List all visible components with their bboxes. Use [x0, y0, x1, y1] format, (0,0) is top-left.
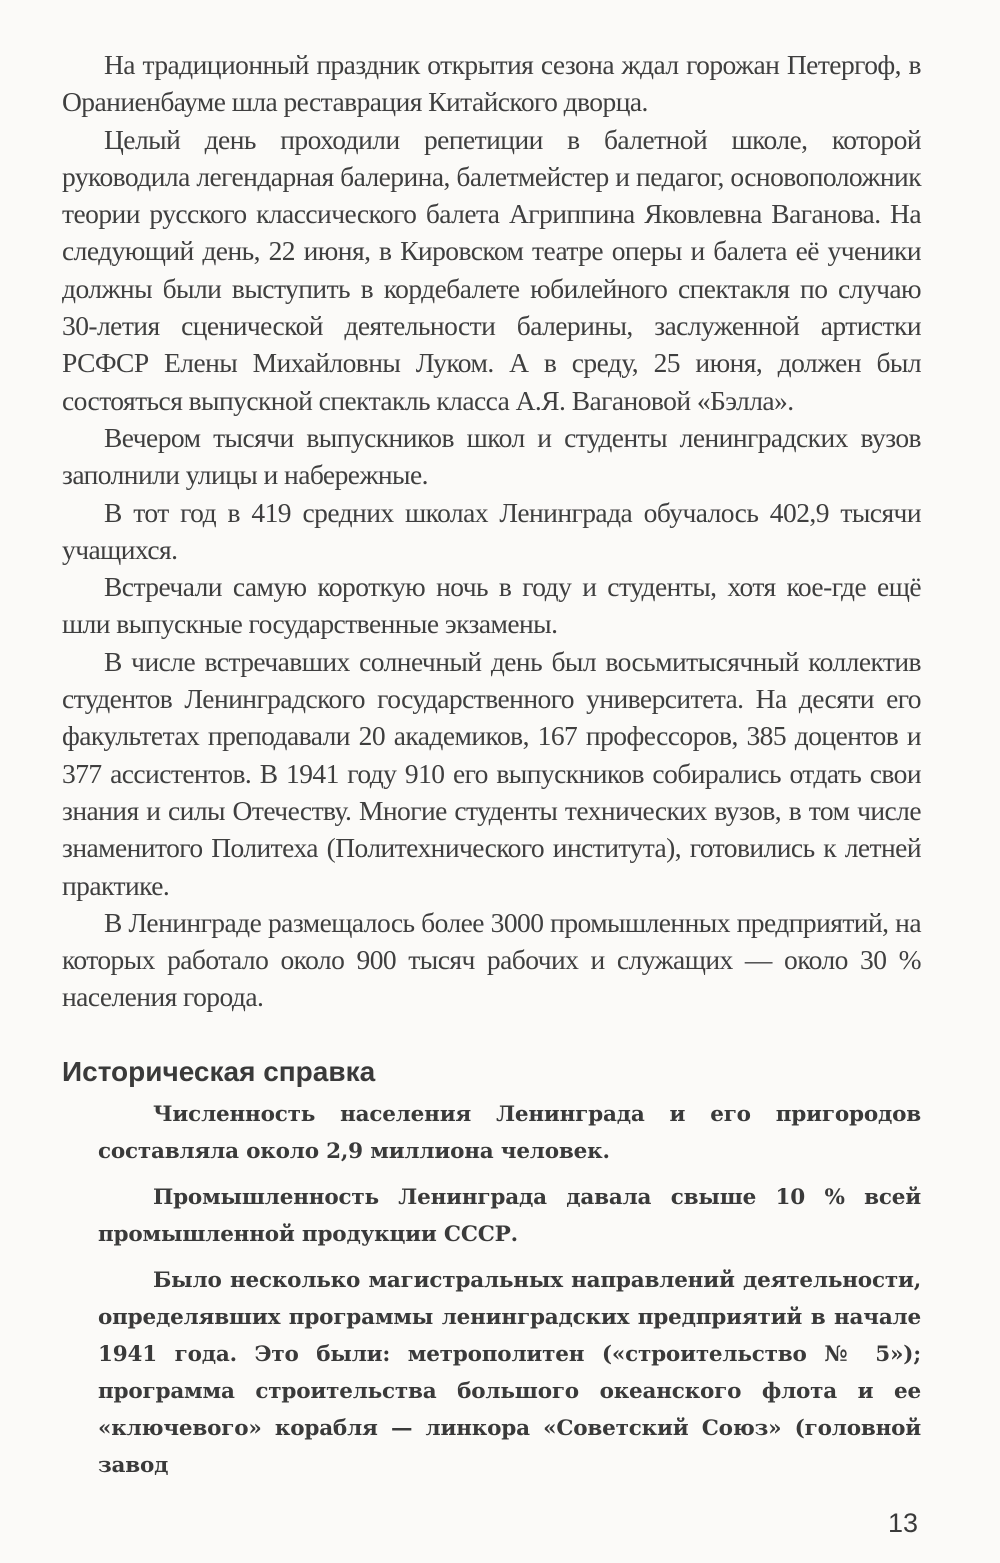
paragraph: На традиционный праздник открытия сезона ждал горожан Петергоф, в Ораниенбауме шла реставрация Китайского дворца. — [62, 49, 921, 118]
historical-reference — [62, 1096, 921, 1484]
page-content — [62, 46, 921, 1493]
main-text — [62, 46, 921, 1016]
reference-paragraph: Численность населения Ленинграда и его пригородов составляла около 2,9 миллиона человек. — [98, 1101, 921, 1164]
page-number: 13 — [887, 1508, 918, 1538]
paragraph: В Ленинграде размещалось более 3000 промышленных предприятий, на которых работало около 900 тысяч рабочих и служащих — около 30 % населения города. — [62, 906, 921, 1013]
paragraph: Вечером тысячи выпускников школ и студенты ленинградских вузов заполнили улицы и набережные. — [62, 421, 921, 491]
paragraph: Встречали самую короткую ночь в году и студенты, хотя кое-где ещё шли выпускные государственные экзамены. — [62, 571, 921, 640]
section-title: Историческая справка — [62, 1055, 376, 1087]
paragraph: В числе встречавших солнечный день был восьмитысячный коллектив студентов Ленинградского государственного университета. На десяти его факультетах преподавали 20 академиков, 167 профессоров, 385 доцентов и 377 ассистентов. В 1941 году 910 его выпускников собирались отдать свои знания и силы Отечеству. Многие студенты технических вузов, в том числе знаменитого Политеха (Политехнического института), готовились к летней практике. — [62, 645, 921, 901]
paragraph: Целый день проходили репетиции в балетной школе, которой руководила легендарная балерина, балетмейстер и педагог, основоположник теории русского классического балета Агриппина Яковлевна Ваганова. На следующий день, 22 июня, в Кировском театре оперы и балета её ученики должны были выступить в кордебалете юбилейного спектакля по случаю 30-летия сценической деятельности балерины, заслуженной артистки РСФСР Елены Михайловны Луком. А в среду, 25 июня, должен был состояться выпускной спектакль класса А.Я. Вагановой «Бэлла». — [62, 123, 921, 416]
reference-paragraph: Промышленность Ленинграда давала свыше 10 % всей промышленной продукции СССР. — [98, 1184, 921, 1247]
paragraph: В тот год в 419 средних школах Ленинграда обучалось 402,9 тысячи учащихся. — [62, 496, 921, 565]
reference-paragraph: Было несколько магистральных направлений деятельности, определявших программы ленинградских предприятий в начале 1941 года. Это были: метрополитен («строительство № 5»); программа строительства большого океанского флота и ее «ключевого» корабля — линкора «Советский Союз» (головной завод — [98, 1267, 921, 1478]
